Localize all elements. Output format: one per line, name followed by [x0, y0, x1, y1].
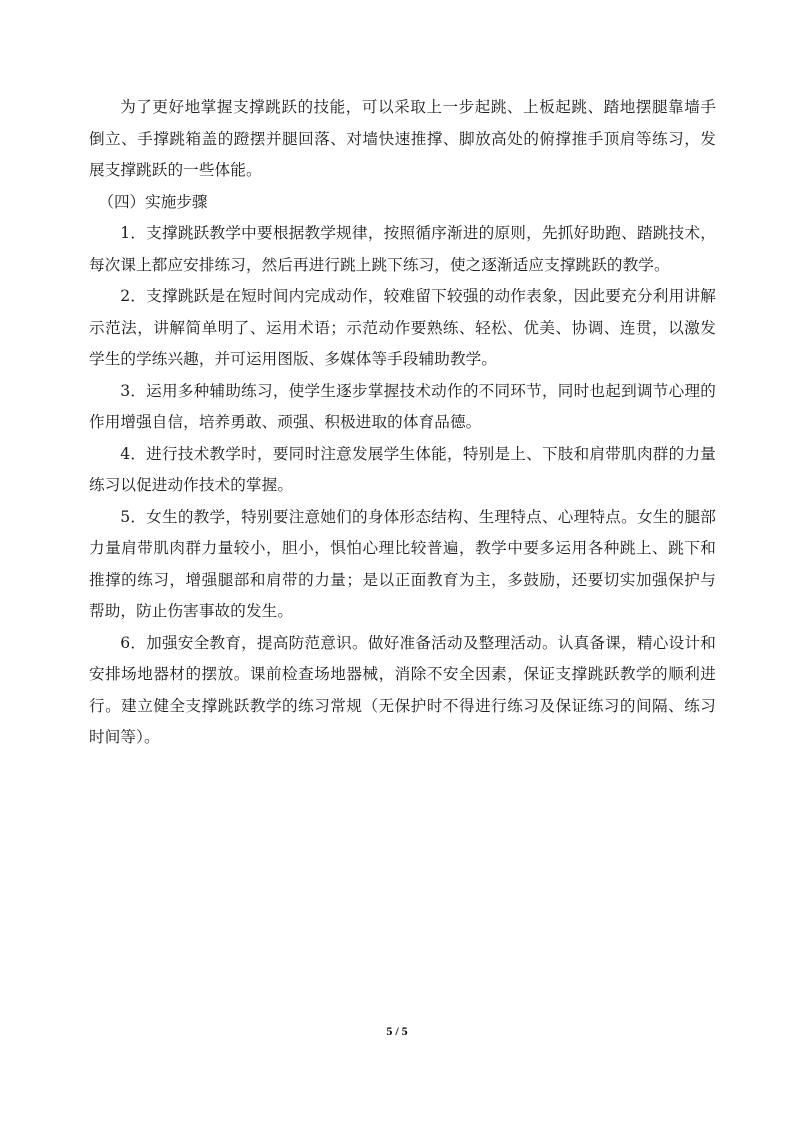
step-paragraph-5: 5．女生的教学，特别要注意她们的身体形态结构、生理特点、心理特点。女生的腿部力量肩带肌肉群力量较小，胆小，惧怕心理比较普遍，教学中要多运用各种跳上、跳下和推撑的练习，增强腿部和肩带的力量；是以正面教育为主，多鼓励，还要切实加强保护与帮助，防止伤害事故的发生。	[89, 507, 716, 620]
step-paragraph-3: 3．运用多种辅助练习，使学生逐步掌握技术动作的不同环节，同时也起到调节心理的作用增强自信，培养勇敢、顽强、积极进取的体育品德。	[89, 381, 716, 431]
step-paragraph-6: 6．加强安全教育，提高防范意识。做好准备活动及整理活动。认真备课，精心设计和安排场地器材的摆放。课前检查场地器械，消除不安全因素，保证支撑跳跃教学的顺利进行。建立健全支撑跳跃教学的练习常规（无保护时不得进行练习及保证练习的间隔、练习时间等）。	[89, 633, 716, 746]
document-body	[89, 92, 716, 754]
step-paragraph-2: 2．支撑跳跃是在短时间内完成动作，较难留下较强的动作表象，因此要充分利用讲解示范法，讲解简单明了、运用术语；示范动作要熟练、轻松、优美、协调、连贯，以激发学生的学练兴趣，并可运用图版、多媒体等手段辅助教学。	[89, 287, 716, 368]
step-paragraph-1: 1．支撑跳跃教学中要根据教学规律，按照循序渐进的原则，先抓好助跑、踏跳技术，每次课上都应安排练习，然后再进行跳上跳下练习，使之逐渐适应支撑跳跃的教学。	[89, 224, 716, 274]
section-heading: （四）实施步骤	[98, 192, 208, 211]
step-paragraph-4: 4．进行技术教学时，要同时注意发展学生体能，特别是上、下肢和肩带肌肉群的力量练习以促进动作技术的掌握。	[89, 444, 716, 494]
intro-paragraph: 为了更好地掌握支撑跳跃的技能，可以采取上一步起跳、上板起跳、踏地摆腿靠墙手倒立、手撑跳箱盖的蹬摆并腿回落、对墙快速推撑、脚放高处的俯撑推手顶肩等练习，发展支撑跳跃的一些体能。	[89, 98, 716, 179]
page-number: 5 / 5	[386, 1024, 408, 1038]
